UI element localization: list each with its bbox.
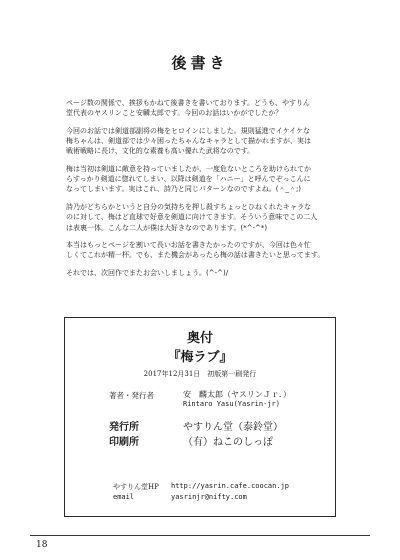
text-line: なってしまいます。実はこれ、詩乃と同じパターンなのですよね。(＾_＾;) — [66, 185, 302, 194]
text-line: 梅は当初は剣道に敵意を持っていましたが、一度危ないところを助けられてか — [66, 164, 311, 173]
text-line: らすっかり剣道に惚れてしまい、以降は剣道を「ハニー」と呼んでぞっこんに — [66, 175, 311, 184]
printer-label: 印刷所 — [109, 437, 139, 448]
homepage-url: http://yasrin.cafe.coocan.jp — [171, 482, 290, 490]
email-address: yasrinjr@nifty.com — [171, 493, 247, 501]
afterword-paragraph — [66, 202, 346, 233]
printer-value: （有）ねこのしっぽ — [183, 437, 273, 448]
afterword-title: 後書き — [171, 54, 229, 72]
publisher-value: やすりん堂（泰鈴堂） — [183, 422, 283, 433]
afterword-body — [66, 98, 346, 285]
publisher-label: 発行所 — [109, 422, 139, 433]
page-number: 18 — [36, 540, 48, 550]
text-line: 今回のお話では剣道部副将の梅をヒロインにしました。規則猛進でイケイケな — [66, 126, 311, 135]
afterword-paragraph — [66, 240, 346, 261]
folio-rule — [30, 535, 370, 536]
author-name-jp: 安 麟太郎（ヤスリンＪｒ．） — [183, 390, 291, 399]
text-line: 堂代表のヤスリンこと安麟太郎です。今回のお話はいかがでしたか？ — [66, 109, 283, 118]
author-label: 著者・発行者 — [109, 391, 154, 400]
afterword-paragraph — [66, 268, 346, 278]
text-line: しくてこれが精一杯。でも、また機会があったら梅の話は書きたいと思ってます。 — [66, 251, 325, 260]
text-line: のに対して、梅はど直球で好意を剣道に向けてきます。そういう意味でこの二人 — [66, 213, 318, 222]
text-line: 本当はもっとページを割いて長いお話を書きたかったのですが、今回は色々忙 — [66, 241, 311, 250]
colophon-box — [64, 317, 336, 517]
work-title: 『梅ラブ』 — [167, 350, 233, 365]
text-line: は表裏一体。こんな二人が僕は大好きなのであります。(*^-^*) — [66, 223, 268, 232]
publication-date: 2017年12月31日 初版第一刷発行 — [143, 370, 257, 378]
text-line: 梅ちゃんは、剣道部では少々困ったちゃんなキャラとして描かれますが、実は — [66, 137, 311, 146]
colophon-heading: 奥付 — [186, 331, 213, 346]
text-line: 戦術戦略に長け、文化的な素養も高い優れた武将なのです。 — [66, 147, 255, 156]
text-line: 詩乃がどちらかというと自分の気持ちを押し殺すちょっとひねくれたキャラな — [66, 202, 311, 211]
text-line: ページ数の関係で、挨拶もかねて後書きを書いております。どうも、やすりん — [66, 99, 310, 107]
email-label: email — [113, 493, 135, 501]
afterword-paragraph — [66, 98, 346, 119]
homepage-label: やすりん堂HP — [113, 483, 159, 491]
afterword-paragraph — [66, 126, 346, 157]
author-name-en: Rintaro Yasu(Yasrin-jr) — [183, 400, 280, 408]
text-line: それでは、次回作でまたお会いしましょう。(^-^)/ — [66, 268, 229, 277]
afterword-paragraph — [66, 164, 346, 195]
